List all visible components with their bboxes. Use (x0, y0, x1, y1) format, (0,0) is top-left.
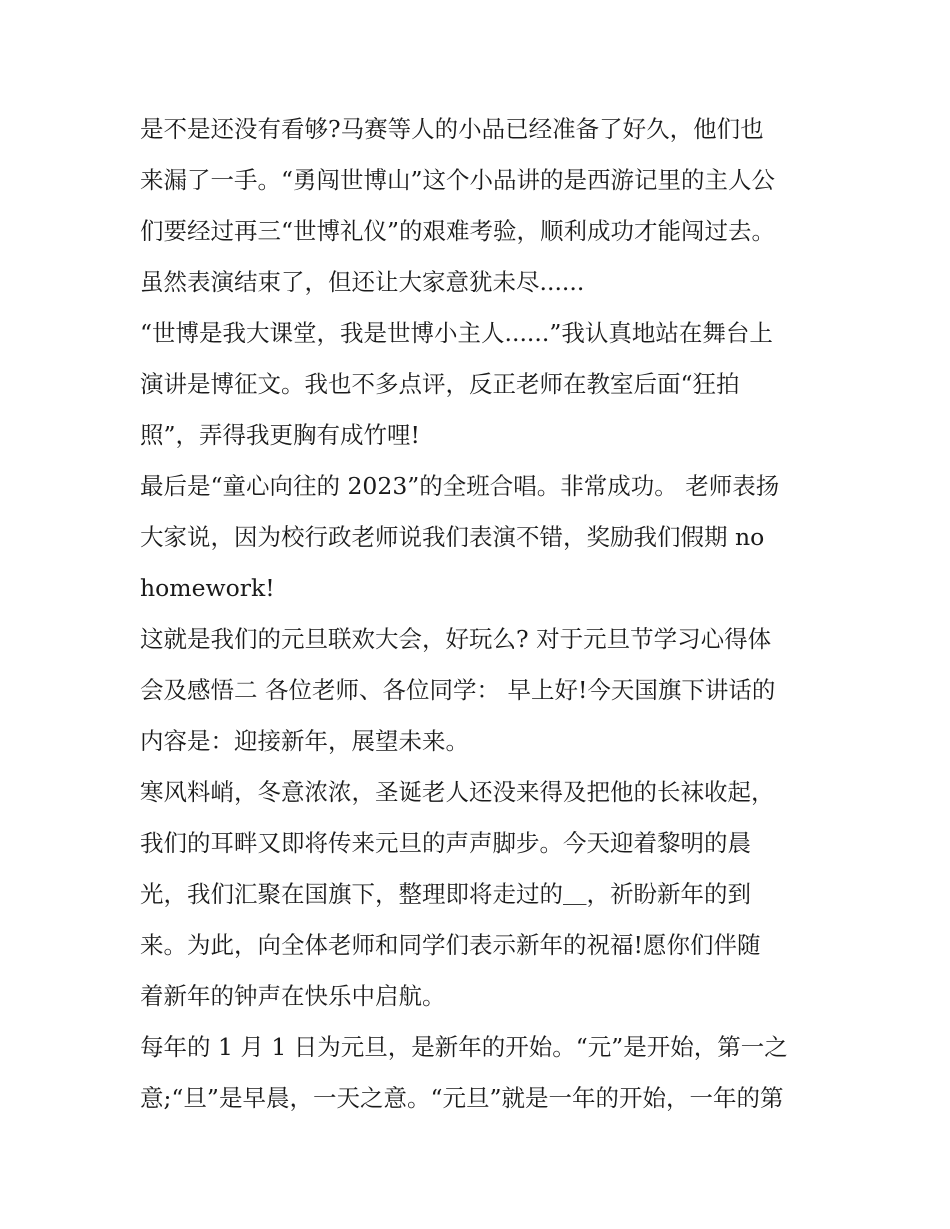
text-line: 照”，弄得我更胸有成竹哩! (140, 421, 420, 449)
text-line: 光，我们汇聚在国旗下，整理即将走过的＿，祈盼新年的到 (140, 880, 751, 908)
paragraph-chorus (140, 461, 820, 614)
text-line: 们要经过再三“世博礼仪”的艰难考验，顺利成功才能闯过去。 (140, 217, 776, 245)
paragraph-expo-speech (140, 308, 820, 461)
text-line: 最后是“童心向往的 2023”的全班合唱。非常成功。 老师表扬 (140, 472, 780, 500)
paragraph-speech-intro (140, 614, 820, 767)
paragraph-sketch-show (140, 104, 820, 308)
text-line: 每年的 1 月 1 日为元旦，是新年的开始。“元”是开始，第一之 (140, 1033, 788, 1061)
text-line: 着新年的钟声在快乐中启航。 (140, 982, 446, 1010)
text-line: 我们的耳畔又即将传来元旦的声声脚步。今天迎着黎明的晨 (140, 829, 751, 857)
text-line: 意;“旦”是早晨，一天之意。“元旦”就是一年的开始，一年的第 (140, 1084, 784, 1112)
text-line: 寒风料峭，冬意浓浓，圣诞老人还没来得及把他的长袜收起， (140, 778, 775, 806)
text-line: 会及感悟二 各位老师、各位同学： 早上好!今天国旗下讲话的 (140, 676, 776, 704)
text-line: 来漏了一手。“勇闯世博山”这个小品讲的是西游记里的主人公 (140, 166, 776, 194)
text-line: 来。为此，向全体老师和同学们表示新年的祝福!愿你们伴随 (140, 931, 761, 959)
paragraph-winter-greeting (140, 767, 820, 1022)
text-line: “世博是我大课堂，我是世博小主人......”我认真地站在舞台上 (140, 319, 773, 347)
text-line: 内容是：迎接新年，展望未来。 (140, 727, 469, 755)
text-line: 这就是我们的元旦联欢大会，好玩么? 对于元旦节学习心得体 (140, 625, 772, 653)
document-body (140, 104, 820, 1124)
paragraph-new-year-meaning (140, 1022, 820, 1124)
text-line: 虽然表演结束了，但还让大家意犹未尽...... (140, 268, 585, 296)
text-line: 是不是还没有看够?马赛等人的小品已经准备了好久，他们也 (140, 115, 764, 143)
text-line: homework! (140, 574, 275, 602)
text-line: 大家说，因为校行政老师说我们表演不错，奖励我们假期 no (140, 523, 765, 551)
text-line: 演讲是博征文。我也不多点评，反正老师在教室后面“狂拍 (140, 370, 740, 398)
